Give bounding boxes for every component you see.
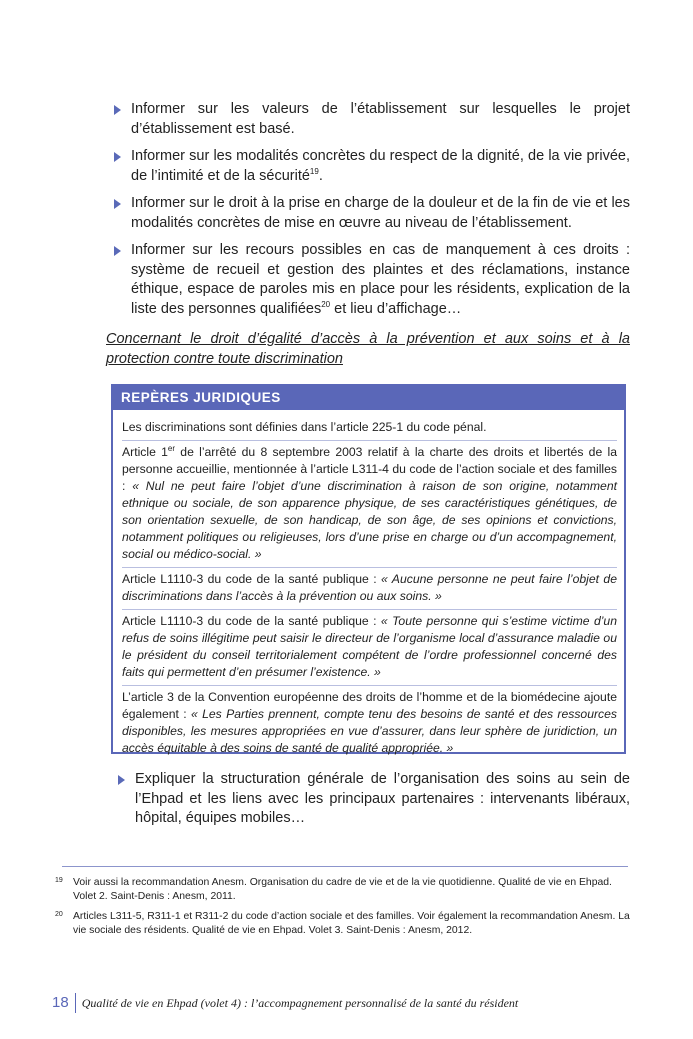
legal-paragraph bbox=[122, 610, 617, 686]
legal-quote: « Les Parties prennent, compte tenu des besoins de santé et des ressources disponibles, les mesures appropriées en vue d’assurer, dans leur sphère de juridiction, un accès équitable à des soins de santé de qualité appropriée. » bbox=[122, 707, 618, 755]
legal-paragraph bbox=[122, 441, 617, 568]
footnote-ref: 19 bbox=[309, 166, 319, 176]
legal-text: Article L1110-3 du code de la santé publique : bbox=[122, 614, 381, 628]
legal-references-box bbox=[111, 384, 626, 754]
legal-paragraph bbox=[122, 416, 617, 441]
section-subheading: Concernant le droit d’égalité d’accès à la prévention et aux soins et à la protection contre toute discrimination bbox=[106, 331, 630, 367]
triangle-bullet-icon bbox=[114, 152, 121, 162]
bullet-text: Informer sur les modalités concrètes du respect de la dignité, de la vie privée, de l’intimité et de la sécurité bbox=[131, 148, 630, 184]
bullet-text: Informer sur le droit à la prise en charge de la douleur et de la fin de vie et les modalités concrètes de mise en œuvre au niveau de l’établissement. bbox=[131, 195, 630, 231]
footnote-number: 20 bbox=[55, 911, 63, 918]
triangle-bullet-icon bbox=[114, 105, 121, 115]
legal-paragraph bbox=[122, 686, 617, 761]
footnote-ref: 20 bbox=[321, 299, 331, 309]
list-item bbox=[114, 147, 630, 186]
page-footer bbox=[52, 992, 518, 1014]
legal-quote: « Toute personne qui s’estime victime d’un refus de soins illégitime peut saisir le directeur de l’organisme local d’assurance maladie ou le président du conseil territorialement compétent de l’ordre professionnel concerné des faits qui permettent d’en présumer l’existence. » bbox=[122, 614, 617, 679]
box-title: REPÈRES JURIDIQUES bbox=[113, 386, 624, 410]
legal-quote: « Aucune personne ne peut faire l’objet de discriminations dans l’accès à la prévention ou aux soins. » bbox=[122, 572, 617, 603]
footnote bbox=[55, 910, 630, 938]
triangle-bullet-icon bbox=[114, 199, 121, 209]
triangle-bullet-icon bbox=[114, 246, 121, 256]
footnotes bbox=[55, 876, 630, 944]
legal-quote: « Nul ne peut faire l’objet d’une discrimination à raison de son origine, notamment ethnique ou sociale, de son apparence physique, de ses caractéristiques génétiques, de son orientation sexuelle, de son handicap, de son âge, de ses opinions et convictions, notamment politiques ou religieuses, lors d’une prise en charge ou d’un accompagnement, social ou médico-social. » bbox=[122, 479, 618, 561]
legal-text: Article 1 bbox=[122, 445, 168, 459]
list-item bbox=[114, 100, 630, 139]
bullet-text-after: . bbox=[318, 167, 323, 184]
legal-text: L’article 3 de la Convention européenne des droits de l’homme et de la biomédecine ajoute également : bbox=[122, 690, 617, 721]
list-item bbox=[118, 770, 630, 829]
legal-paragraph bbox=[122, 568, 617, 610]
bullet-text: Informer sur les valeurs de l’établissement sur lesquelles le projet d’établissement est basé. bbox=[131, 101, 630, 137]
footnote-divider bbox=[62, 866, 628, 867]
legal-text: Les discriminations sont définies dans l’article 225-1 du code pénal. bbox=[122, 420, 487, 434]
ordinal-sup: er bbox=[167, 443, 176, 453]
footnote-text: Voir aussi la recommandation Anesm. Organisation du cadre de vie et de la vie quotidienne. Qualité de vie en Ehpad. Volet 2. Saint-Denis : Anesm, 2011. bbox=[73, 877, 612, 902]
bullet-text-after: et lieu d’affichage… bbox=[330, 300, 462, 317]
box-body bbox=[113, 410, 624, 765]
bullet-text: Expliquer la structuration générale de l’organisation des soins au sein de l’Ehpad et les liens avec les principaux partenaires : intervenants libéraux, hôpital, équipes mobiles… bbox=[135, 771, 630, 826]
triangle-bullet-icon bbox=[118, 775, 125, 785]
footnote-text: Articles L311-5, R311-1 et R311-2 du code d’action sociale et des familles. Voir également la recommandation Anesm. La vie sociale des résidents. Qualité de vie en Ehpad. Volet 3. Saint-Denis : Anesm, 2012. bbox=[73, 911, 630, 936]
bullet-list-bottom bbox=[118, 770, 630, 837]
bullet-text: Informer sur les recours possibles en cas de manquement à ces droits : système de recueil et gestion des plaintes et des réclamations, instance éthique, espace de paroles mis en place pour les résidents, explication de la liste des personnes qualifiées bbox=[131, 242, 630, 317]
list-item bbox=[114, 194, 630, 233]
legal-text: Article L1110-3 du code de la santé publique : bbox=[122, 572, 382, 586]
page-number: 18 bbox=[52, 993, 76, 1013]
bullet-list-top bbox=[114, 100, 630, 327]
legal-text: de l’arrêté du 8 septembre 2003 relatif à la charte des droits et libertés de la personne accueillie, mentionnée à l’article L311-4 du code de l’action sociale et des familles : bbox=[122, 445, 617, 493]
footnote bbox=[55, 876, 630, 904]
list-item bbox=[114, 241, 630, 319]
footnote-number: 19 bbox=[55, 877, 63, 884]
running-title: Qualité de vie en Ehpad (volet 4) : l’accompagnement personnalisé de la santé du résident bbox=[81, 995, 519, 1010]
